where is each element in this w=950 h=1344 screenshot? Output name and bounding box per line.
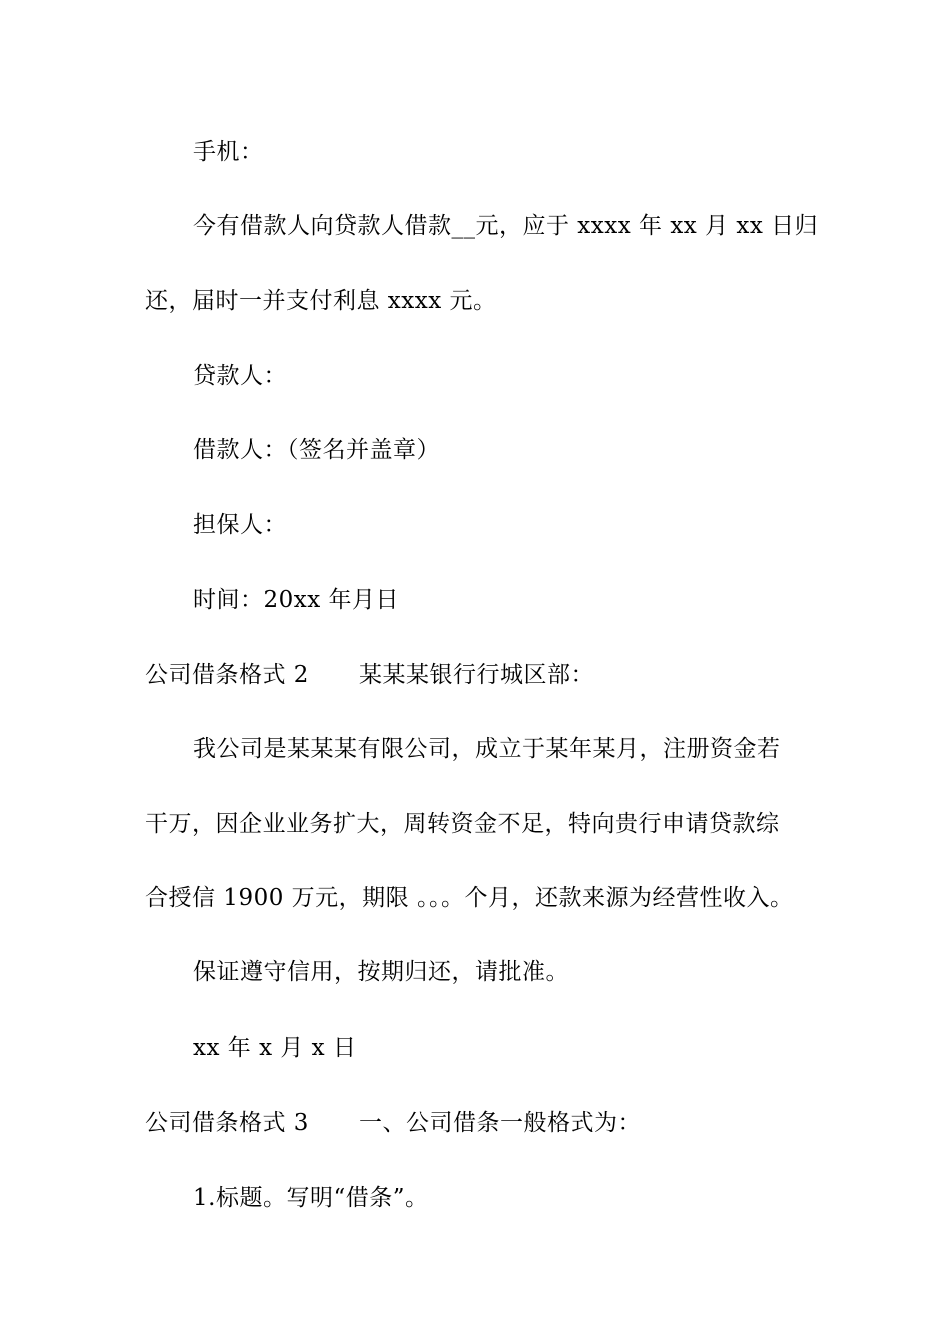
application-paragraph-line-1: 我公司是某某某有限公司，成立于某年某月，注册资金若 <box>193 736 781 762</box>
application-paragraph-line-3: 合授信 1900 万元，期限 。。。个月，还款来源为经营性收入。 <box>145 885 794 911</box>
lender-label: 贷款人： <box>193 363 287 389</box>
loan-paragraph-line-1: 今有借款人向贷款人借款__元，应于 xxxx 年 xx 月 xx 日归 <box>193 213 819 239</box>
application-paragraph-line-2: 干万，因企业业务扩大，周转资金不足，特向贵行申请贷款综 <box>145 811 780 837</box>
section-2-title: 公司借条格式 2 <box>145 662 309 688</box>
list-item-1: 1.标题。写明“借条”。 <box>193 1185 429 1211</box>
guarantor-label: 担保人： <box>193 512 287 538</box>
borrower-label: 借款人：（签名并盖章） <box>193 437 440 463</box>
date-line: xx 年 x 月 x 日 <box>193 1035 357 1061</box>
section-3-title: 公司借条格式 3 <box>145 1110 309 1136</box>
section-3-heading: 一、公司借条一般格式为： <box>358 1110 641 1136</box>
loan-paragraph-line-2: 还，届时一并支付利息 xxxx 元。 <box>145 288 497 314</box>
section-2-heading: 某某某银行行城区部： <box>358 662 594 688</box>
section-2-header <box>145 660 815 690</box>
time-label: 时间：20xx 年月日 <box>193 587 400 613</box>
application-paragraph-line-4: 保证遵守信用，按期归还，请批准。 <box>193 959 569 985</box>
phone-label: 手机： <box>193 139 264 165</box>
section-3-header <box>145 1108 815 1138</box>
